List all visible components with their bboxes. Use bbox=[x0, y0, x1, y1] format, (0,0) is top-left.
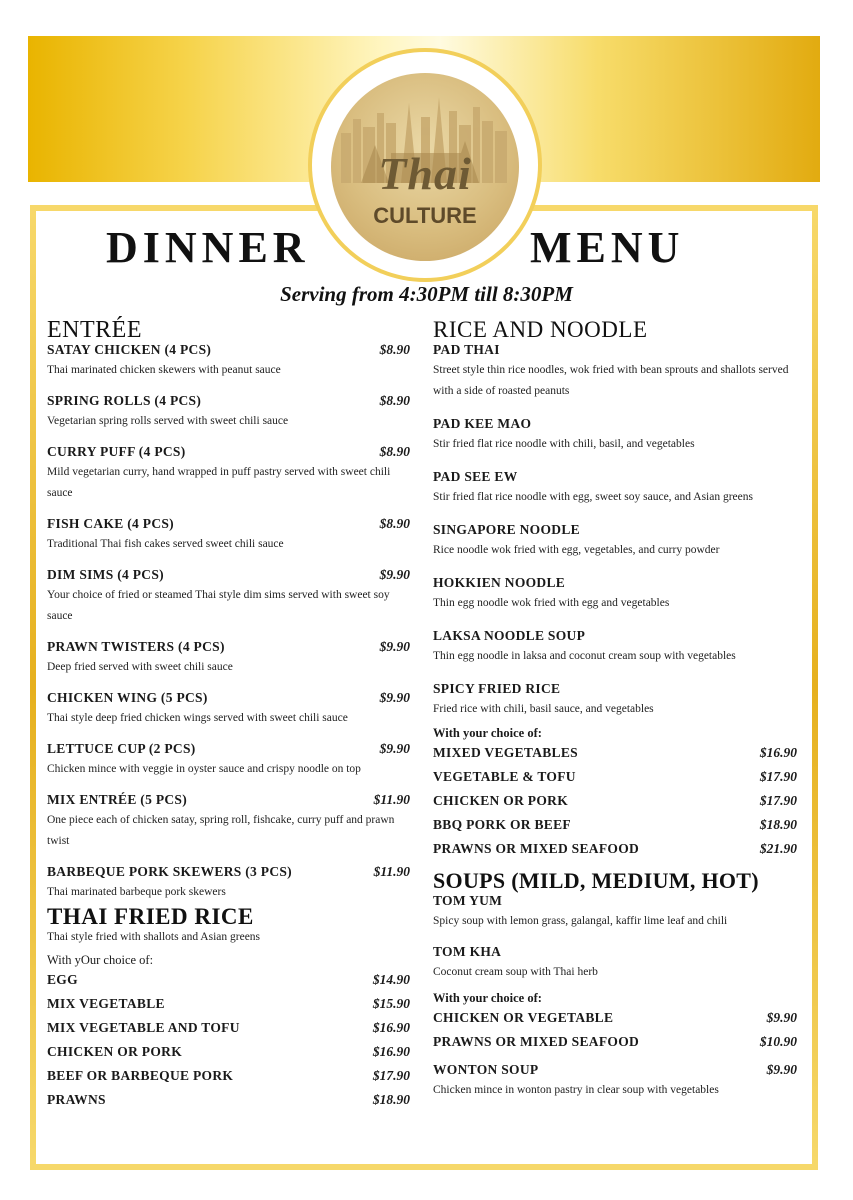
option-price: $9.90 bbox=[766, 1010, 797, 1025]
option-row bbox=[47, 1020, 410, 1044]
item-description: Thin egg noodle wok fried with egg and vegetables bbox=[433, 597, 670, 609]
item-description: Chicken mince with veggie in oyster sauce and crispy noodle on top bbox=[47, 763, 361, 775]
item-price: $9.90 bbox=[379, 567, 410, 582]
item-description: One piece each of chicken satay, spring roll, fishcake, curry puff and prawn twist bbox=[47, 814, 395, 847]
option-name: VEGETABLE & TOFU bbox=[433, 769, 576, 784]
item-description: Mild vegetarian curry, hand wrapped in puff pastry served with sweet chili sauce bbox=[47, 466, 391, 499]
item-price: $11.90 bbox=[373, 792, 410, 807]
option-price: $17.90 bbox=[372, 1068, 410, 1083]
item-name: SINGAPORE NOODLE bbox=[433, 522, 580, 537]
item-description: Rice noodle wok fried with egg, vegetables, and curry powder bbox=[433, 544, 720, 556]
item-name: FISH CAKE (4 PCS) bbox=[47, 516, 174, 531]
menu-item bbox=[47, 741, 410, 780]
item-name: TOM YUM bbox=[433, 893, 503, 908]
option-name: PRAWNS OR MIXED SEAFOOD bbox=[433, 1034, 640, 1049]
logo-wordmark: CULTURE bbox=[373, 203, 477, 228]
option-name: CHICKEN OR PORK bbox=[433, 793, 569, 808]
fried-rice-heading: THAI FRIED RICE bbox=[47, 904, 254, 929]
item-description: Vegetarian spring rolls served with sweet chili sauce bbox=[47, 415, 289, 427]
right-column bbox=[433, 318, 797, 1101]
item-description: Stir fried flat rice noodle with egg, sweet soy sauce, and Asian greens bbox=[433, 491, 753, 503]
option-row bbox=[433, 793, 797, 817]
left-column bbox=[47, 318, 410, 1116]
item-name: SATAY CHICKEN (4 PCS) bbox=[47, 342, 212, 357]
option-name: CHICKEN OR VEGETABLE bbox=[433, 1010, 614, 1025]
option-row bbox=[47, 996, 410, 1020]
option-row bbox=[433, 745, 797, 769]
item-description: Stir fried flat rice noodle with chili, basil, and vegetables bbox=[433, 438, 695, 450]
item-description: Traditional Thai fish cakes served sweet chili sauce bbox=[47, 538, 284, 550]
option-name: BBQ PORK OR BEEF bbox=[433, 817, 571, 832]
option-price: $16.90 bbox=[372, 1044, 410, 1059]
option-row bbox=[47, 1044, 410, 1068]
item-name: SPICY FRIED RICE bbox=[433, 681, 561, 696]
rice-noodle-choice-label: With your choice of: bbox=[433, 726, 542, 740]
menu-item bbox=[433, 893, 797, 932]
option-name: PRAWNS OR MIXED SEAFOOD bbox=[433, 841, 640, 856]
option-price: $17.90 bbox=[759, 769, 797, 784]
item-price: $8.90 bbox=[379, 444, 410, 459]
menu-item bbox=[47, 567, 410, 627]
serving-hours: Serving from 4:30PM till 8:30PM bbox=[280, 282, 573, 306]
item-description: Chicken mince in wonton pastry in clear soup with vegetables bbox=[433, 1084, 719, 1096]
menu-item bbox=[433, 342, 797, 402]
option-name: MIX VEGETABLE AND TOFU bbox=[47, 1020, 240, 1035]
item-price: $9.90 bbox=[379, 741, 410, 756]
item-price: $8.90 bbox=[379, 516, 410, 531]
menu-item bbox=[47, 864, 410, 903]
menu-item bbox=[433, 628, 797, 667]
item-name: PAD SEE EW bbox=[433, 469, 518, 484]
menu-item bbox=[47, 516, 410, 555]
option-row bbox=[433, 817, 797, 841]
item-name: MIX ENTRÉE (5 PCS) bbox=[47, 792, 188, 807]
item-price: $8.90 bbox=[379, 393, 410, 408]
option-row bbox=[433, 1034, 797, 1058]
option-row bbox=[47, 1068, 410, 1092]
item-name: PAD KEE MAO bbox=[433, 416, 532, 431]
wonton-row bbox=[433, 1062, 797, 1078]
menu-item bbox=[47, 393, 410, 432]
item-price: $8.90 bbox=[379, 342, 410, 357]
option-price: $21.90 bbox=[759, 841, 797, 856]
item-description: Thai style deep fried chicken wings served with sweet chili sauce bbox=[47, 712, 348, 724]
option-price: $18.90 bbox=[372, 1092, 410, 1107]
item-name: TOM KHA bbox=[433, 944, 502, 959]
soups-choice-label: With your choice of: bbox=[433, 991, 542, 1005]
menu-item bbox=[433, 522, 797, 561]
page-title-dinner: DINNER bbox=[106, 223, 310, 272]
menu-item bbox=[433, 575, 797, 614]
item-description: Fried rice with chili, basil sauce, and vegetables bbox=[433, 703, 654, 715]
item-description: Coconut cream soup with Thai herb bbox=[433, 966, 598, 978]
option-price: $16.90 bbox=[372, 1020, 410, 1035]
page-title-menu: MENU bbox=[530, 223, 685, 272]
item-name: PAD THAI bbox=[433, 342, 500, 357]
option-name: BEEF OR BARBEQUE PORK bbox=[47, 1068, 234, 1083]
item-name: SPRING ROLLS (4 PCS) bbox=[47, 393, 202, 408]
option-price: $18.90 bbox=[759, 817, 797, 832]
item-description: Deep fried served with sweet chili sauce bbox=[47, 661, 233, 673]
item-name: CHICKEN WING (5 PCS) bbox=[47, 690, 208, 705]
item-description: Thai marinated chicken skewers with peanut sauce bbox=[47, 364, 281, 376]
menu-item bbox=[47, 444, 410, 504]
item-name: PRAWN TWISTERS (4 PCS) bbox=[47, 639, 225, 654]
item-description: Spicy soup with lemon grass, galangal, kaffir lime leaf and chili bbox=[433, 915, 728, 927]
option-name: CHICKEN OR PORK bbox=[47, 1044, 183, 1059]
option-row bbox=[433, 1010, 797, 1034]
item-description: Street style thin rice noodles, wok fried with bean sprouts and shallots served with a side of roasted peanuts bbox=[433, 364, 789, 397]
option-row bbox=[433, 841, 797, 865]
option-row bbox=[47, 1092, 410, 1116]
menu-item bbox=[433, 944, 797, 983]
option-price: $16.90 bbox=[759, 745, 797, 760]
menu-item bbox=[47, 690, 410, 729]
thai-culture-logo bbox=[331, 73, 519, 261]
soups-heading: SOUPS (MILD, MEDIUM, HOT) bbox=[433, 868, 759, 893]
rice-noodle-heading: RICE AND NOODLE bbox=[433, 317, 648, 342]
menu-item bbox=[47, 639, 410, 678]
option-price: $14.90 bbox=[372, 972, 410, 987]
logo-script-text: Thai bbox=[378, 148, 472, 199]
option-price: $17.90 bbox=[759, 793, 797, 808]
option-row bbox=[433, 769, 797, 793]
option-name: PRAWNS bbox=[47, 1092, 106, 1107]
menu-item bbox=[433, 681, 797, 720]
item-description: Thin egg noodle in laksa and coconut cream soup with vegetables bbox=[433, 650, 736, 662]
option-price: $15.90 bbox=[372, 996, 410, 1011]
fried-rice-description: Thai style fried with shallots and Asian greens bbox=[47, 931, 261, 943]
item-description: Your choice of fried or steamed Thai style dim sims served with sweet soy sauce bbox=[47, 589, 390, 622]
item-name: LETTUCE CUP (2 PCS) bbox=[47, 741, 196, 756]
item-name: BARBEQUE PORK SKEWERS (3 PCS) bbox=[47, 864, 292, 879]
fried-rice-choice-label: With yOur choice of: bbox=[47, 953, 154, 967]
entree-heading: ENTRÉE bbox=[47, 317, 142, 343]
option-price: $10.90 bbox=[759, 1034, 797, 1049]
option-name: EGG bbox=[47, 972, 78, 987]
option-name: MIXED VEGETABLES bbox=[433, 745, 578, 760]
item-name: LAKSA NOODLE SOUP bbox=[433, 628, 586, 643]
menu-item bbox=[433, 469, 797, 508]
option-row bbox=[47, 972, 410, 996]
item-name: HOKKIEN NOODLE bbox=[433, 575, 566, 590]
item-name: DIM SIMS (4 PCS) bbox=[47, 567, 164, 582]
item-price: $9.90 bbox=[379, 639, 410, 654]
item-name: WONTON SOUP bbox=[433, 1062, 539, 1077]
item-description: Thai marinated barbeque pork skewers bbox=[47, 886, 226, 898]
option-name: MIX VEGETABLE bbox=[47, 996, 165, 1011]
menu-item bbox=[433, 416, 797, 455]
item-name: CURRY PUFF (4 PCS) bbox=[47, 444, 186, 459]
menu-item bbox=[47, 342, 410, 381]
item-price: $9.90 bbox=[379, 690, 410, 705]
menu-item bbox=[47, 792, 410, 852]
item-price: $9.90 bbox=[766, 1062, 797, 1077]
item-price: $11.90 bbox=[373, 864, 410, 879]
